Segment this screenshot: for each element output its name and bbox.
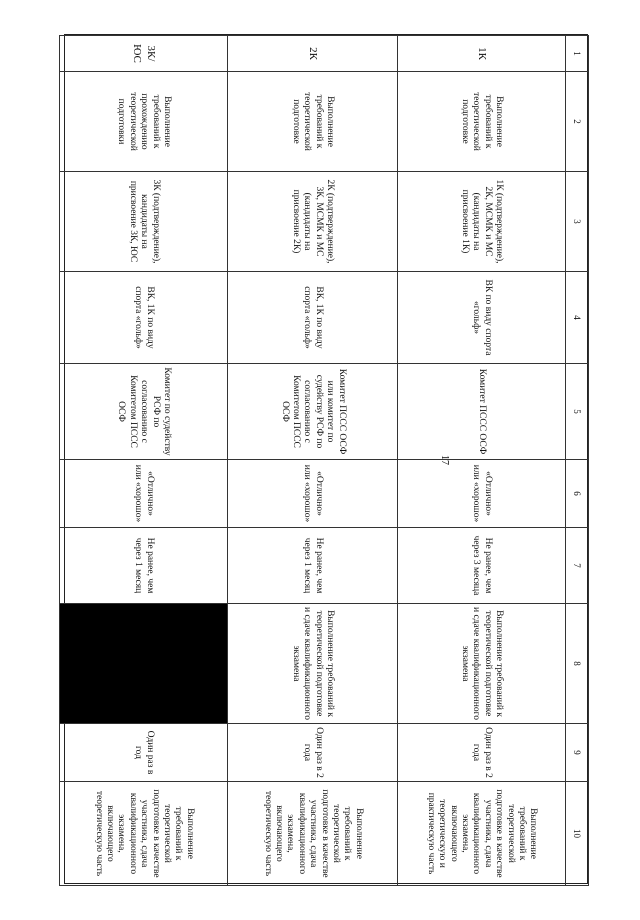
- table-cell-4: ВК, 1К по виду спорта «гольф»: [60, 272, 228, 364]
- table-cell-9: Один раз в год: [60, 724, 228, 782]
- table-cell-1: 1К: [398, 36, 566, 72]
- table-cell-6: «Отлично» или «хорошо»: [398, 460, 566, 528]
- table-cell-10: Выполнение требований к теоретической подготовке в качестве участника, сдача квалификационного экзамена, включающего теоретическую часть: [228, 782, 398, 886]
- column-header: 10: [566, 782, 589, 886]
- column-header: 2: [566, 72, 589, 172]
- document-table-frame: [64, 34, 588, 884]
- table-cell-1: 2К: [228, 36, 398, 72]
- table-cell-7: Не ранее, чем через 3 месяца: [398, 528, 566, 604]
- table-cell-3: 2К (подтверждение), 3К, МСМК и МС (кандидаты на присвоение 2К): [228, 172, 398, 272]
- table-cell-7: Не ранее, чем через 1 месяц: [228, 528, 398, 604]
- table-row: [228, 36, 398, 886]
- table-cell-3: 1К (подтверждение), 2К, МСМК и МС (кандидаты на присвоение 1К): [398, 172, 566, 272]
- table-cell-5: Комитет ПССС ОСФ или комитет по судейству РСФ по согласованию с Комитетом ПССС ОСФ: [228, 364, 398, 460]
- table-cell-9: Один раз в 2 года: [398, 724, 566, 782]
- table-cell-4: ВК по виду спорта «гольф»: [398, 272, 566, 364]
- table-row: [60, 36, 228, 886]
- header-row: [566, 36, 589, 886]
- table-cell-2: Выполнение требований к теоретической подготовке: [398, 72, 566, 172]
- table-cell-3: 3К (подтверждение), кандидаты на присвоение 3К, ЮС: [60, 172, 228, 272]
- table-cell-5: Комитет по судейству РСФ по согласованию с Комитетом ПССС ОСФ: [60, 364, 228, 460]
- table-cell-1: 3К/ЮС: [60, 36, 228, 72]
- column-header: 6: [566, 460, 589, 528]
- column-header: 4: [566, 272, 589, 364]
- redacted-cell: [60, 604, 228, 724]
- table-cell-9: Один раз в 2 года: [228, 724, 398, 782]
- column-header: 5: [566, 364, 589, 460]
- table-cell-6: «Отлично» или «хорошо»: [228, 460, 398, 528]
- column-header: 9: [566, 724, 589, 782]
- table-row: [398, 36, 566, 886]
- column-header: 8: [566, 604, 589, 724]
- table-cell-8: Выполнение требований к теоретической подготовке и сдаче квалификационного экзамена: [228, 604, 398, 724]
- table-cell-7: Не ранее, чем через 1 месяц: [60, 528, 228, 604]
- table-cell-4: ВК, 1К по виду спорта «гольф»: [228, 272, 398, 364]
- column-header: 1: [566, 36, 589, 72]
- table-cell-2: Выполнение требований к прохождению теоретической подготовки: [60, 72, 228, 172]
- page-number: 17: [439, 455, 450, 465]
- table-cell-8: Выполнение требований к теоретической подготовке и сдаче квалификационного экзамена: [398, 604, 566, 724]
- table-cell-10: Выполнение требований к теоретической подготовке в качестве участника, сдача квалификационного экзамена, включающего теоретическую часть: [60, 782, 228, 886]
- table-cell-5: Комитет ПССС ОСФ: [398, 364, 566, 460]
- column-header: 7: [566, 528, 589, 604]
- table-cell-10: Выполнение требований к теоретической подготовке в качестве участника, сдача квалификационного экзамена, включающего теоретическую и практическую часть: [398, 782, 566, 886]
- qualification-table: [59, 35, 589, 886]
- rotated-table-container: [65, 35, 589, 885]
- column-header: 3: [566, 172, 589, 272]
- table-cell-2: Выполнение требований к теоретической подготовке: [228, 72, 398, 172]
- table-cell-6: «Отлично» или «хорошо»: [60, 460, 228, 528]
